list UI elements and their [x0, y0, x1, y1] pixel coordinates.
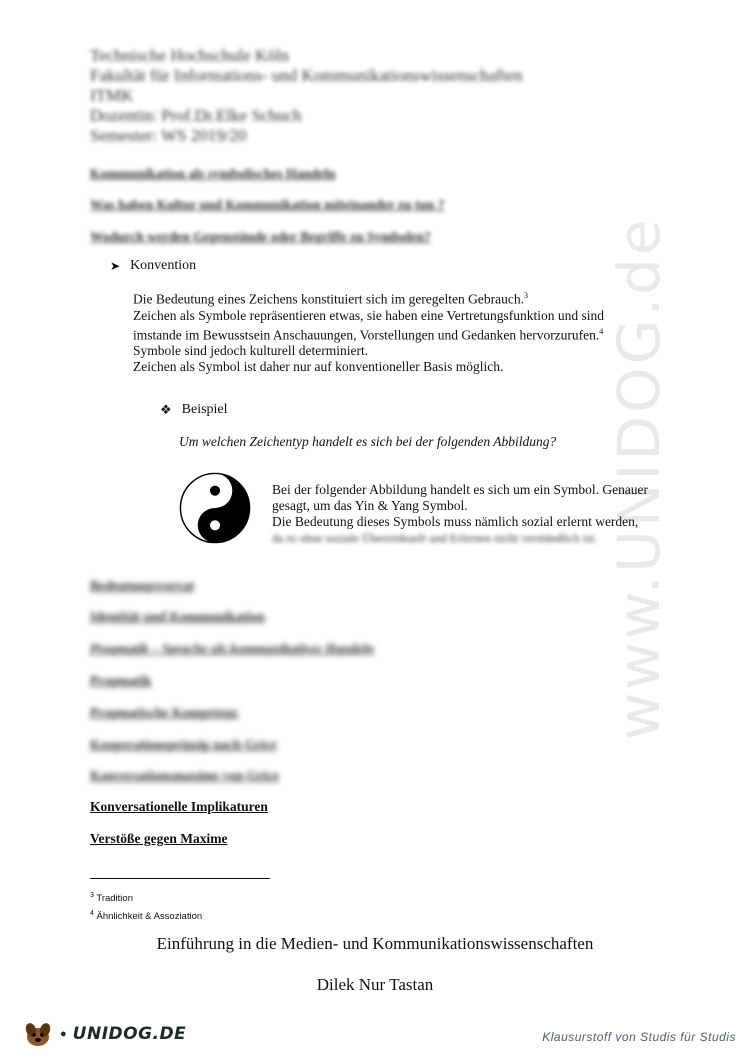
- topic-heading: Was haben Kultur und Kommunikation miteinander zu tun ?: [90, 197, 445, 212]
- paragraph-line: Symbole sind jedoch kulturell determiniert.: [133, 343, 369, 358]
- konvention-paragraph: [133, 288, 633, 375]
- topic-heading: Identität und Kommunikation: [90, 609, 265, 624]
- paragraph-line: Die Bedeutung eines Zeichens konstituiert sich im geregelten Gebrauch.: [133, 291, 524, 307]
- header-line: Semester: WS 2019/20: [90, 126, 247, 145]
- unidog-logo[interactable]: [22, 1020, 186, 1048]
- bullet-beispiel: [160, 402, 228, 418]
- topic-heading: Pragmatik – Sprache als kommunikatives Handeln: [90, 641, 374, 656]
- diamond-bullet-icon: ❖: [160, 402, 172, 417]
- topic-konversationelle-implikaturen[interactable]: Konversationelle Implikaturen: [90, 799, 268, 814]
- footnote-text: Tradition: [96, 893, 133, 905]
- footnote-ref: 4: [599, 326, 604, 336]
- topic-heading: Konversationsmaxime von Grice: [90, 768, 279, 783]
- answer-line: gesagt, um das Yin & Yang Symbol.: [272, 498, 468, 513]
- paw-icon: ●: [60, 1028, 67, 1040]
- document-header: [90, 46, 522, 146]
- footnotes: [90, 888, 202, 924]
- footnote-number: 4: [90, 910, 94, 918]
- footer-course-title: Einführung in die Medien- und Kommunikationswissenschaften: [156, 934, 594, 953]
- paragraph-line: Zeichen als Symbol ist daher nur auf konventioneller Basis möglich.: [133, 359, 504, 374]
- paragraph-line: imstande im Bewusstsein Anschauungen, Vorstellungen und Gedanken hervorzurufen.: [133, 327, 600, 342]
- topic-heading: Pragmatik: [90, 673, 152, 688]
- footnote-text: Ähnlichkeit & Assoziation: [96, 911, 203, 923]
- footnote-divider: [90, 878, 270, 879]
- header-line: ITMK: [90, 86, 134, 105]
- answer-line-blurred: da es ohne soziale Übereinkunft und Erlernen nicht verständlich ist.: [272, 531, 598, 545]
- example-label: Beispiel: [181, 402, 228, 417]
- watermark: www.UNIDOG.de: [605, 216, 673, 740]
- topic-heading: Wodurch werden Gegenstände oder Begriffe zu Symbolen?: [90, 229, 431, 244]
- header-line: Dozentin: Prof.Dr.Elke Schuch: [90, 106, 302, 125]
- arrow-right-icon: ➤: [110, 258, 121, 273]
- topic-heading: Pragmatische Kompetenz: [90, 705, 239, 720]
- dog-icon: [22, 1020, 54, 1048]
- footer-author: Dilek Nur Tastan: [316, 975, 434, 994]
- footnote-number: 3: [90, 892, 94, 899]
- tagline: Klausurstoff von Studis für Studis: [542, 1030, 736, 1044]
- bullet-konvention: [110, 258, 196, 274]
- answer-line: Die Bedeutung dieses Symbols muss nämlich sozial erlernt werden,: [272, 514, 639, 529]
- header-line: Technische Hochschule Köln: [90, 46, 289, 65]
- yin-yang-icon: [179, 472, 251, 544]
- paragraph-line: Zeichen als Symbole repräsentieren etwas, sie haben eine Vertretungsfunktion und sind: [133, 307, 604, 323]
- example-answer: [272, 482, 682, 546]
- topic-heading: Bedeutungsvorrat: [90, 578, 195, 593]
- header-line: Fakultät für Informations- und Kommunikationswissenschaften: [90, 66, 523, 85]
- logo-text: UNIDOG.DE: [72, 1024, 187, 1044]
- footnote-ref: 3: [524, 291, 528, 300]
- bullet-label: Konvention: [130, 258, 197, 273]
- topic-verstoesse-gegen-maxime[interactable]: Verstöße gegen Maxime: [90, 831, 228, 846]
- topic-heading: Kommunikation als symbolisches Handeln: [90, 166, 336, 181]
- answer-line: Bei der folgender Abbildung handelt es sich um ein Symbol. Genauer: [272, 482, 649, 497]
- topic-heading: Kooperationsprinzip nach Grice: [90, 737, 277, 752]
- example-question: Um welchen Zeichentyp handelt es sich bei der folgenden Abbildung?: [179, 434, 557, 449]
